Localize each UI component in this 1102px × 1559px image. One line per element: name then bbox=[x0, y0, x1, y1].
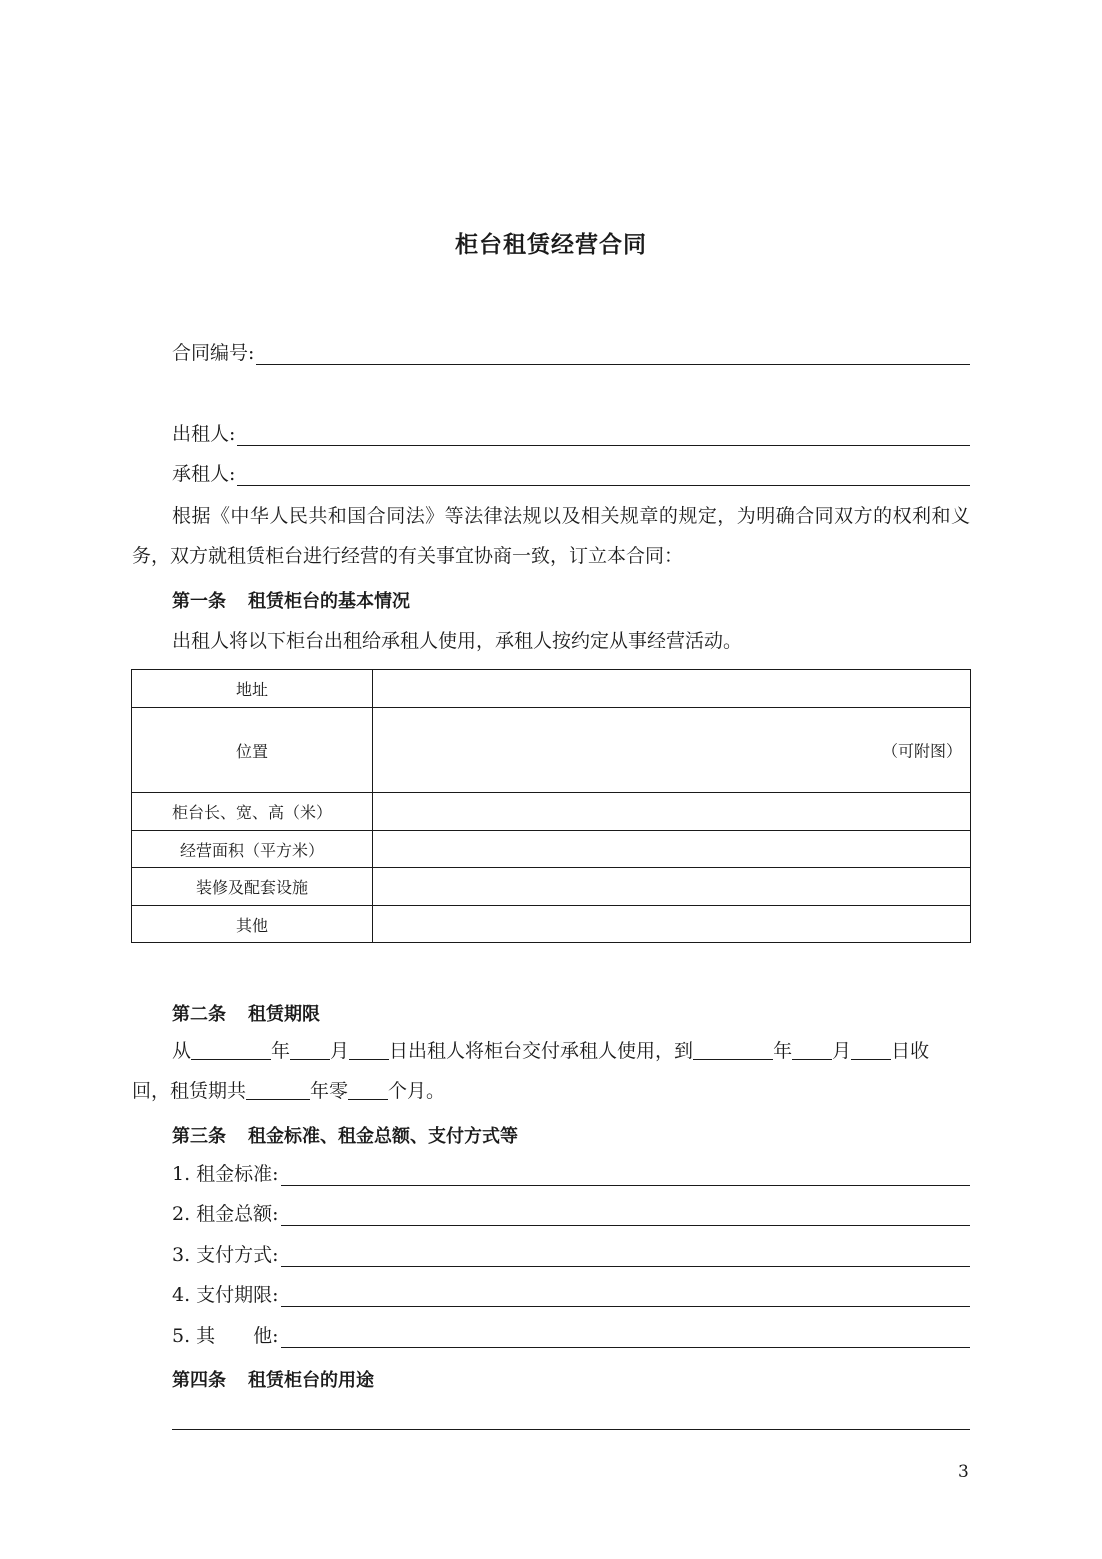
end-month-blank[interactable] bbox=[792, 1041, 832, 1060]
rent-total-label: 2. 租金总额: bbox=[172, 1203, 279, 1225]
lessor-label: 出租人: bbox=[172, 423, 236, 445]
article-1-title: 租赁柜台的基本情况 bbox=[248, 591, 410, 612]
table-row bbox=[132, 708, 971, 793]
contract-number-label: 合同编号: bbox=[172, 342, 255, 364]
start-year-blank[interactable] bbox=[191, 1041, 271, 1060]
table-row bbox=[132, 831, 971, 868]
deliver-text: 日出租人将柜台交付承租人使用，到 bbox=[389, 1040, 694, 1062]
payment-method-field bbox=[172, 1243, 970, 1267]
period-total-text: 回，租赁期共 bbox=[132, 1080, 247, 1102]
rent-total-field bbox=[172, 1202, 970, 1226]
payment-method-blank[interactable] bbox=[281, 1248, 970, 1267]
rent-total-blank[interactable] bbox=[281, 1207, 970, 1226]
from-text: 从 bbox=[172, 1040, 192, 1062]
months-text: 个月。 bbox=[388, 1080, 446, 1102]
article-1-text: 出租人将以下柜台出租给承租人使用，承租人按约定从事经营活动。 bbox=[172, 630, 743, 652]
lessee-blank[interactable] bbox=[237, 467, 970, 486]
row-label: 装修及配套设施 bbox=[132, 868, 373, 906]
contract-number-blank[interactable] bbox=[256, 346, 970, 365]
other-blank[interactable] bbox=[281, 1329, 970, 1348]
total-months-blank[interactable] bbox=[348, 1081, 388, 1100]
article-3-heading bbox=[172, 1122, 518, 1148]
table-row bbox=[132, 670, 971, 708]
table-row bbox=[132, 793, 971, 831]
rent-standard-label: 1. 租金标准: bbox=[172, 1163, 279, 1185]
table-row bbox=[132, 906, 971, 943]
payment-deadline-field bbox=[172, 1283, 970, 1307]
year-and-text: 年零 bbox=[310, 1080, 349, 1102]
document-title: 柜台租赁经营合同 bbox=[455, 232, 647, 258]
row-value-cell[interactable] bbox=[373, 906, 971, 943]
contract-number-field bbox=[172, 341, 970, 365]
article-2-heading bbox=[172, 1000, 320, 1026]
row-value-cell[interactable] bbox=[373, 793, 971, 831]
page-number: 3 bbox=[958, 1462, 969, 1482]
other-label: 5. 其 他: bbox=[172, 1325, 279, 1347]
rent-standard-blank[interactable] bbox=[281, 1167, 970, 1186]
article-4-heading bbox=[172, 1366, 374, 1392]
payment-deadline-label: 4. 支付期限: bbox=[172, 1284, 279, 1306]
lessee-label: 承租人: bbox=[172, 463, 236, 485]
article-1-number: 第一条 bbox=[172, 591, 226, 612]
rent-standard-field bbox=[172, 1162, 970, 1186]
payment-deadline-blank[interactable] bbox=[281, 1288, 970, 1307]
article-4-title: 租赁柜台的用途 bbox=[248, 1370, 374, 1391]
row-label: 地址 bbox=[132, 670, 373, 708]
lessor-field bbox=[172, 422, 970, 446]
row-value-cell[interactable] bbox=[373, 868, 971, 906]
payment-method-label: 3. 支付方式: bbox=[172, 1244, 279, 1266]
row-label: 经营面积（平方米） bbox=[132, 831, 373, 868]
table-row bbox=[132, 868, 971, 906]
usage-blank[interactable] bbox=[172, 1429, 970, 1430]
year-text: 年 bbox=[271, 1040, 291, 1062]
article-4-number: 第四条 bbox=[172, 1370, 226, 1391]
row-label: 位置 bbox=[132, 708, 373, 793]
month-text: 月 bbox=[832, 1040, 852, 1062]
row-label: 其他 bbox=[132, 906, 373, 943]
intro-paragraph: 根据《中华人民共和国合同法》等法律法规以及相关规章的规定，为明确合同双方的权利和义务，双方就租赁柜台进行经营的有关事宜协商一致，订立本合同： bbox=[132, 505, 970, 567]
row-value-cell[interactable] bbox=[373, 831, 971, 868]
other-field bbox=[172, 1324, 970, 1348]
end-year-blank[interactable] bbox=[693, 1041, 773, 1060]
article-2-number: 第二条 bbox=[172, 1004, 226, 1025]
article-2-title: 租赁期限 bbox=[248, 1004, 320, 1025]
article-1-heading bbox=[172, 587, 410, 613]
year-text: 年 bbox=[773, 1040, 793, 1062]
counter-info-table bbox=[131, 669, 971, 943]
end-day-blank[interactable] bbox=[851, 1041, 891, 1060]
row-value-cell[interactable] bbox=[373, 670, 971, 708]
start-month-blank[interactable] bbox=[290, 1041, 330, 1060]
row-label: 柜台长、宽、高（米） bbox=[132, 793, 373, 831]
attach-map-hint: （可附图） bbox=[881, 741, 962, 761]
lessor-blank[interactable] bbox=[237, 427, 970, 446]
start-day-blank[interactable] bbox=[349, 1041, 389, 1060]
total-years-blank[interactable] bbox=[246, 1081, 310, 1100]
month-text: 月 bbox=[330, 1040, 350, 1062]
return-text: 日收 bbox=[891, 1040, 930, 1062]
row-value-cell[interactable] bbox=[373, 708, 971, 793]
article-3-number: 第三条 bbox=[172, 1126, 226, 1147]
lease-period-paragraph bbox=[132, 1031, 970, 1111]
article-3-title: 租金标准、租金总额、支付方式等 bbox=[248, 1126, 518, 1147]
lessee-field bbox=[172, 462, 970, 486]
